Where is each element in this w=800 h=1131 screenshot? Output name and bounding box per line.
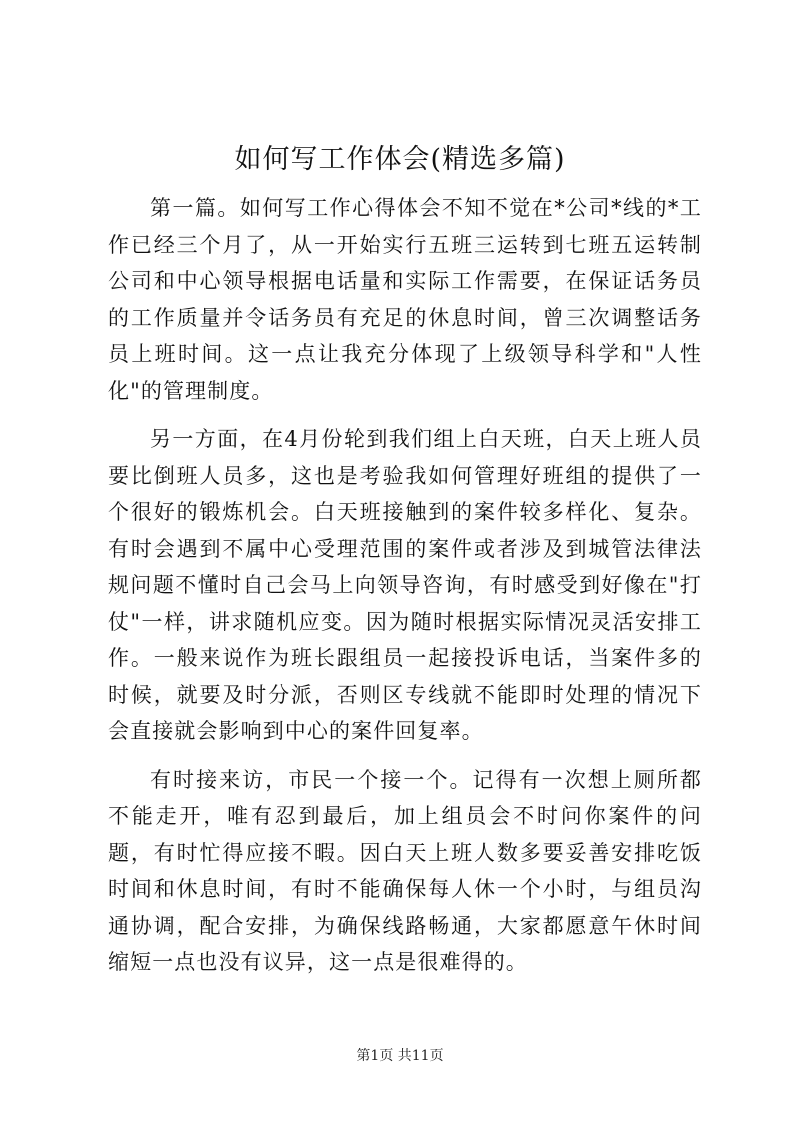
paragraph: 第一篇。如何写工作心得体会不知不觉在*公司*线的*工作已经三个月了，从一开始实行五班三运转到七班五运转制公司和中心领导根据电话量和实际工作需要，在保证话务员的工作质量并令话务员有充足的休息时间，曾三次调整话务员上班时间。这一点让我充分体现了上级领导科学和"人性化"的管理制度。: [108, 196, 702, 403]
document-title: 如何写工作体会(精选多篇): [234, 144, 566, 175]
page-number-footer: 第1页 共11页: [356, 1048, 444, 1064]
paragraph: 另一方面，在4月份轮到我们组上白天班，白天上班人员要比倒班人员多，这也是考验我如何管理好班组的提供了一个很好的锻炼机会。白天班接触到的案件较多样化、复杂。有时会遇到不属中心受理范围的案件或者涉及到城管法律法规问题不懂时自己会马上向领导咨询，有时感受到好像在"打仗"一样，讲求随机应变。因为随时根据实际情况灵活安排工作。一般来说作为班长跟组员一起接投诉电话，当案件多的时候，就要及时分派，否则区专线就不能即时处理的情况下会直接就会影响到中心的案件回复率。: [108, 427, 702, 743]
paragraph: 有时接来访，市民一个接一个。记得有一次想上厕所都不能走开，唯有忍到最后，加上组员会不时问你案件的问题，有时忙得应接不暇。因白天上班人数多要妥善安排吃饭时间和休息时间，有时不能确保每人休一个小时，与组员沟通协调，配合安排，为确保线路畅通，大家都愿意午休时间缩短一点也没有议异，这一点是很难得的。: [108, 767, 702, 974]
document-body: [108, 190, 702, 993]
